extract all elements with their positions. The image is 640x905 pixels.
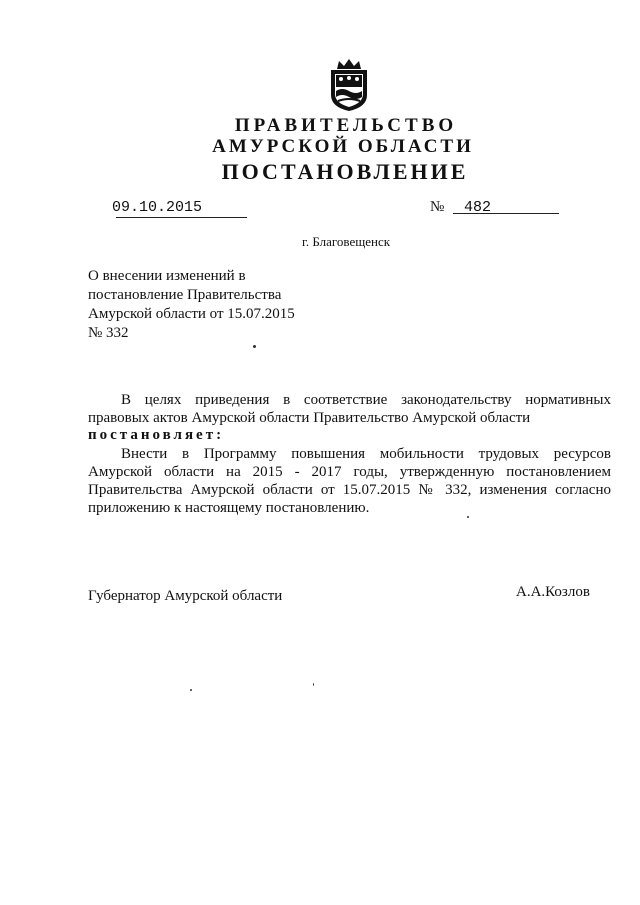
document-type: ПОСТАНОВЛЕНИЕ xyxy=(221,159,469,184)
number-underline xyxy=(453,213,559,214)
signer-title: Губернатор Амурской области xyxy=(88,588,283,604)
preamble-line: правовых актов Амурской области Правительство Амурской области xyxy=(88,410,531,426)
subject-block xyxy=(88,267,348,343)
coat-of-arms-icon xyxy=(325,57,373,113)
document-date: 09.10.2015 xyxy=(112,199,203,216)
resolution-paragraph xyxy=(88,445,611,517)
preamble-paragraph xyxy=(88,391,611,427)
resolution-line: Внести в Программу повышения мобильности трудовых ресурсов xyxy=(121,446,611,462)
resolution-line: Правительства Амурской области от 15.07.2015 № 332, изменения согласно xyxy=(88,482,611,498)
date-underline xyxy=(116,217,247,218)
city: г. Благовещенск xyxy=(301,234,391,249)
scan-speck xyxy=(190,689,192,691)
header-government: ПРАВИТЕЛЬСТВО xyxy=(234,115,458,136)
subject-line: Амурской области от 15.07.2015 xyxy=(88,306,295,322)
scan-speck xyxy=(313,683,314,686)
subject-line: № 332 xyxy=(88,325,129,341)
signer-name: А.А.Козлов xyxy=(516,584,590,600)
scan-speck xyxy=(467,516,469,518)
header-region: АМУРСКОЙ ОБЛАСТИ xyxy=(212,136,474,157)
resolution-line: приложению к настоящему постановлению. xyxy=(88,500,370,516)
scan-speck xyxy=(253,345,256,348)
subject-line: О внесении изменений в xyxy=(88,268,246,284)
document-number: 482 xyxy=(464,199,492,216)
subject-line: постановление Правительства xyxy=(88,287,282,303)
number-label: № xyxy=(430,199,445,215)
resolution-line: Амурской области на 2015 - 2017 годы, утвержденную постановлением xyxy=(88,464,611,480)
resolve-word: постановляет: xyxy=(88,427,225,443)
preamble-line: В целях приведения в соответствие законодательству нормативных xyxy=(121,392,611,408)
